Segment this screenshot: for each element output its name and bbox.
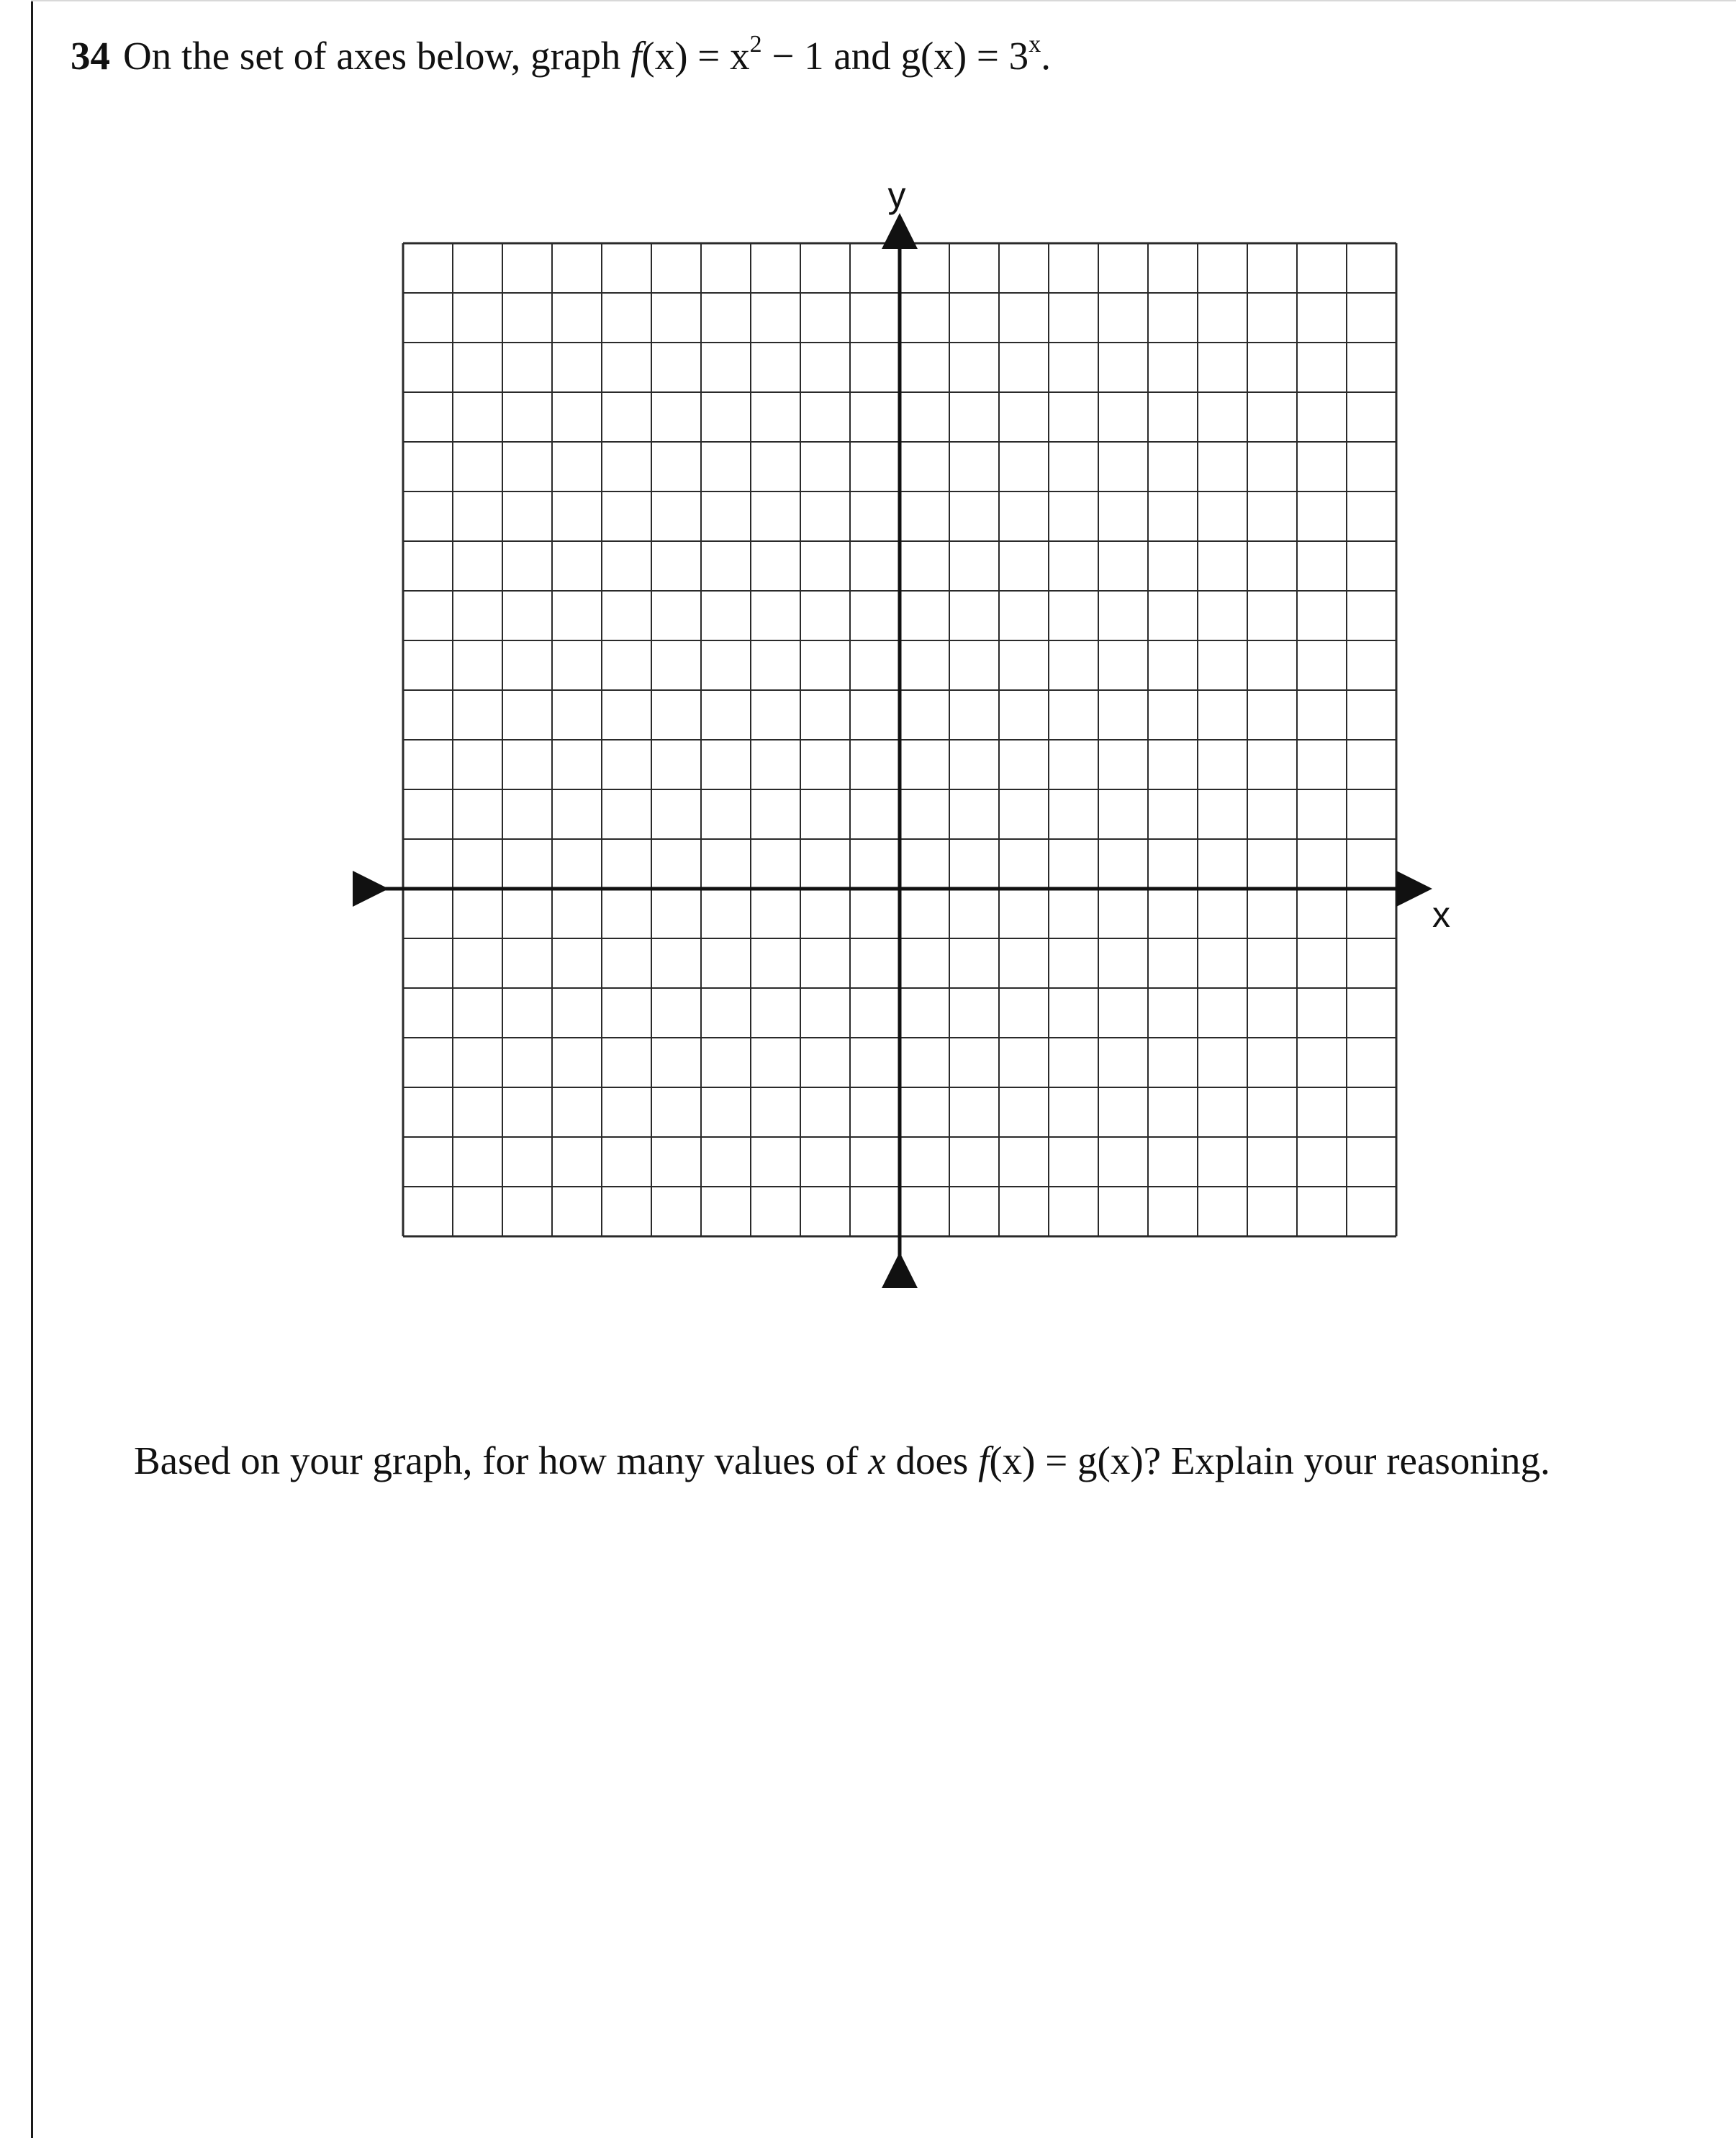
- question-number: 34: [71, 34, 110, 78]
- question-intro: On the set of axes below, graph: [123, 34, 631, 78]
- followup-f-arg: (x): [989, 1439, 1036, 1482]
- followup-g-arg: (x): [1097, 1439, 1144, 1482]
- followup-x-variable: x: [868, 1439, 886, 1482]
- x-axis-label: x: [1432, 894, 1450, 935]
- f-equals: = x: [687, 34, 750, 78]
- g-equals: = 3: [967, 34, 1029, 78]
- followup-question: [134, 1432, 1550, 1490]
- f-function-name: f: [630, 34, 642, 78]
- followup-part1: Based on your graph, for how many values of: [134, 1439, 869, 1482]
- f-exponent: 2: [749, 31, 762, 58]
- g-exponent: x: [1029, 31, 1041, 58]
- followup-f-name: f: [978, 1439, 990, 1482]
- followup-g-name: g: [1077, 1439, 1098, 1482]
- f-rest: − 1 and: [761, 34, 901, 78]
- f-function-arg: (x): [641, 34, 688, 78]
- g-function-arg: (x): [921, 34, 967, 78]
- g-function-name: g: [900, 34, 921, 78]
- followup-part3: ? Explain your reasoning.: [1143, 1439, 1550, 1482]
- y-axis-label: y: [887, 175, 906, 215]
- question-end: .: [1041, 34, 1051, 78]
- followup-part2: does: [885, 1439, 979, 1482]
- followup-equals: =: [1035, 1439, 1078, 1482]
